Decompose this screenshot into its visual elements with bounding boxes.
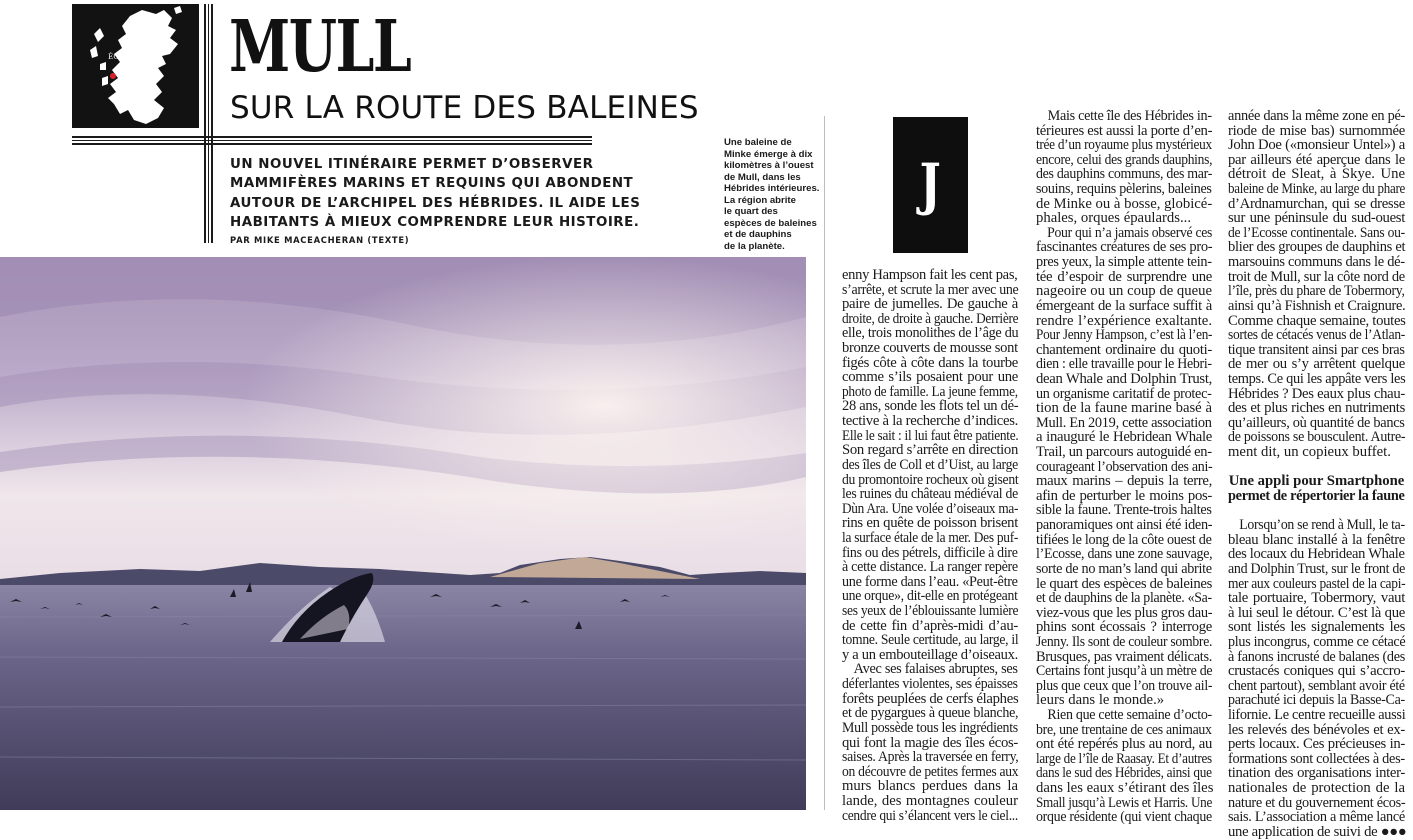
caption-line: La région abrite (724, 194, 796, 206)
text-line: Dùn Ara. Une volée d’oiseaux ma- (842, 500, 1019, 517)
text-line: bre, une trentaine de ces animaux (1036, 721, 1212, 738)
text-line: sortes de cétacés venus de l’Atlan- (1228, 327, 1406, 344)
text-line: le quart des espèces de baleines (1036, 575, 1212, 592)
text-line: Avec ses falaises abruptes, ses (853, 661, 1018, 678)
text-line: photo de famille. La jeune femme, (842, 383, 1018, 400)
text-line: sible la faune. Trente-trois haltes (1036, 502, 1212, 519)
text-line: y a un embouteillage d’oiseaux. (842, 646, 1018, 663)
text-line: fins ou des pétrels, difficile à dire (842, 544, 1018, 561)
text-line: courageant l’observation des ani- (1036, 458, 1213, 475)
text-line: sais. L’association a même lancé (1228, 809, 1405, 826)
subheading-line: permet de répertorier la faune (1228, 487, 1405, 504)
text-line: ainsi qu’à Fishnish et Craignure. (1228, 297, 1406, 314)
text-line: déferlantes violentes, ses épaisses (842, 676, 1018, 693)
text-line: de mer ou s’y arrêtent quelque (1228, 356, 1405, 373)
text-line: des et plus riches en nutriments (1228, 400, 1405, 417)
text-line: phins sont écossais ? interroge (1036, 619, 1212, 636)
text-line: Pour Jenny Hampson, c’est là l’en- (1036, 327, 1213, 344)
text-line: dean Whale and Dolphin Trust, (1036, 370, 1212, 387)
text-line: sont listés les signalements les (1228, 619, 1405, 636)
text-line: qu’ailleurs, où quantité de bancs (1228, 414, 1405, 431)
text-line: à cette distance. La ranger repère (842, 559, 1018, 576)
caption-line: espèces de baleines (724, 217, 817, 229)
horizontal-rule (72, 143, 592, 145)
text-line: de cette fin d’après-midi d’au- (842, 617, 1018, 634)
caption-line: de la planète. (724, 240, 785, 252)
text-line: sur une péninsule du sud-ouest (1228, 210, 1405, 227)
vertical-rule (211, 4, 213, 243)
text-line: enny Hampson fait les cent pas, (842, 267, 1018, 283)
text-line: nature et du gouvernement écos- (1228, 794, 1406, 811)
text-line: un organisme caritatif de protec- (1036, 385, 1212, 402)
lead-line: UN NOUVEL ITINÉRAIRE PERMET D’OBSERVER (230, 157, 594, 172)
text-line: à lui seul le détour. C’est là que (1228, 604, 1405, 621)
text-line: formations sont collectées à des- (1228, 750, 1405, 767)
text-line: et de dauphins de la planète. «Sa- (1036, 590, 1212, 607)
text-line: tomne. Seule certitude, au large, il (842, 632, 1019, 649)
text-line: et de pygargues à queue blanche, (842, 705, 1019, 722)
text-line: pres yeux, la simple attente tein- (1036, 254, 1212, 271)
text-line: ses yeux de l’éblouissante lumière (842, 603, 1019, 620)
text-line: une orque», dit-elle en protégeant (842, 588, 1018, 605)
text-line (1228, 460, 1405, 475)
text-line: perts locaux. Ces précieuses in- (1228, 736, 1405, 753)
text-line: maux marins – depuis la terre, (1036, 473, 1212, 490)
text-line: rendre l’expérience exaltante. (1036, 312, 1212, 329)
text-line: Elle le sait : il lui faut être patiente. (842, 427, 1019, 444)
article-lead (230, 155, 641, 233)
map-label: ÉCOSSE (108, 53, 141, 61)
text-line: large de l’île de Raasay. Et d’autres (1036, 750, 1212, 767)
text-line: plus que ceux que l’on trouve ail- (1036, 677, 1213, 694)
text-line: dans les eaux s’étirant des îles (1036, 780, 1214, 797)
lead-line: AUTOUR DE L’ARCHIPEL DES HÉBRIDES. IL AIDE LES (230, 195, 641, 211)
text-line: des dauphins communs, des mar- (1036, 166, 1213, 183)
text-line: nageoire ou un coup de queue (1036, 283, 1212, 300)
text-line: lifornie. Le centre recueille aussi (1228, 706, 1406, 723)
text-line: bronze couverts de mousse sont (842, 340, 1018, 357)
column-rule (824, 116, 825, 810)
text-line: fascinantes créatures de ses pro- (1036, 239, 1213, 256)
text-line: on découvre de petites fermes aux (842, 763, 1019, 780)
text-line: tale portuaire, Tobermory, vaut (1228, 590, 1405, 607)
lead-line: HABITANTS À MIEUX COMPRENDRE LEUR HISTOIRE. (230, 215, 640, 231)
horizontal-rule (72, 136, 592, 138)
text-line: parachuté ici depuis la Basse-Ca- (1228, 692, 1405, 709)
text-line: des locaux du Hebridean Whale (1228, 546, 1405, 563)
text-line: nationales de protection de la (1228, 780, 1405, 797)
text-line: de poissons se bousculent. Autre- (1228, 429, 1406, 446)
text-line: tifiées le long de la côte ouest de (1036, 531, 1212, 548)
page-title: MULL (229, 4, 411, 88)
caption-line: Une baleine de (724, 137, 792, 148)
text-line: afin de perturber le moins pos- (1036, 487, 1212, 504)
text-line: paire de jumelles. De gauche à (842, 296, 1018, 313)
text-line: a inauguré le Hebridean Whale (1036, 429, 1212, 446)
text-line (1228, 503, 1405, 518)
text-line: ont été repérés plus au nord, au (1036, 736, 1212, 753)
text-line: l’Ecosse, dans une zone sauvage, (1036, 546, 1213, 563)
text-line: phales, orques épaulards... (1036, 210, 1191, 227)
text-column-2 (1036, 109, 1212, 825)
caption-line: de Mull, dans les (724, 171, 801, 183)
text-line: Brusques, pas vraiment délicats. (1036, 648, 1213, 665)
text-line: de Minke ou à bosse, globicé- (1036, 195, 1213, 212)
text-line: térieures est aussi la porte d’en- (1036, 122, 1213, 139)
text-line: une application de suivi de ●●● (1228, 823, 1407, 840)
caption-line: kilomètres à l’ouest (724, 160, 814, 171)
vertical-rule (204, 4, 206, 243)
text-line: la surface étale de la mer. Des puf- (842, 529, 1019, 546)
text-line: tée d’espoir de surprendre une (1036, 268, 1212, 285)
text-line: des îles de Coll et d’Uist, au large (842, 456, 1018, 473)
text-line: une forme dans l’eau. «Peut-être (842, 573, 1018, 590)
text-line: temps. Ce qui les appâte vers les (1228, 370, 1406, 387)
text-line: cendre qui s’élancent vers le ciel... (842, 807, 1018, 824)
text-line: Small jusqu’à Lewis et Harris. Une (1036, 794, 1213, 811)
scotland-map (72, 4, 199, 128)
text-line: émergeant de la surface suffit à (1036, 297, 1212, 314)
text-line: encore, celui des grands dauphins, (1036, 151, 1213, 168)
text-line: lande, des montagnes couleur (842, 792, 1018, 809)
scotland-map-icon (72, 4, 199, 128)
text-line: souins, requins pèlerins, baleines (1036, 181, 1212, 198)
text-line: Son regard s’arrête en direction (842, 442, 1018, 459)
caption-line: et de dauphins (724, 229, 792, 240)
text-column-3 (1228, 109, 1405, 839)
text-line: d’Ardnamurchan, qui se dresse (1228, 195, 1405, 212)
text-line: elle, trois monolithes de l’âge du (842, 325, 1019, 342)
subheading-line: Une appli pour Smartphone (1228, 473, 1405, 490)
text-line: tination des organisations inter- (1228, 765, 1405, 782)
byline: PAR MIKE MACEACHERAN (TEXTE) (230, 235, 410, 245)
text-line: viez-vous que les plus gros dau- (1036, 604, 1213, 621)
text-line: Jenny. Ils sont de couleur sombre. (1036, 633, 1213, 650)
caption-line: Hébrides intérieures. (724, 183, 820, 194)
text-line: murs blancs perdues dans la (842, 778, 1018, 795)
text-line: dien : elle travaille pour le Hebri- (1036, 356, 1212, 373)
text-line: plus incongrus, comme ce cétacé (1228, 633, 1406, 650)
text-line: les relevés des bénévoles et ex- (1228, 721, 1405, 738)
mull-location-marker (110, 73, 116, 79)
text-line: droite, de droite à gauche. Derrière (842, 310, 1019, 327)
text-line: chantement ordinaire du quoti- (1036, 341, 1212, 358)
drop-cap: J (893, 117, 968, 253)
text-line: Hébrides ? Des eaux plus chau- (1228, 385, 1405, 402)
lead-line: MAMMIFÈRES MARINS ET REQUINS QUI ABONDENT (230, 176, 634, 192)
text-line: mer aux couleurs pastel de la capi- (1228, 575, 1406, 592)
photo-caption (724, 137, 824, 252)
page-subtitle: SUR LA ROUTE DES BALEINES (230, 90, 699, 126)
vertical-rule (208, 4, 209, 243)
text-line: l’île, près du phare de Tobermory, (1228, 283, 1405, 300)
text-line: Trail, un parcours autoguidé en- (1036, 444, 1212, 461)
text-line: Comme chaque semaine, toutes (1228, 312, 1406, 329)
text-line: panoramiques ont ainsi été iden- (1036, 517, 1213, 534)
text-line: leurs dans le monde.» (1036, 692, 1165, 709)
caption-line: le quart des (724, 206, 778, 217)
horizontal-rule (72, 140, 592, 141)
text-line: Mull possède tous les ingrédients (842, 719, 1018, 736)
text-line: dans le sud des Hébrides, ainsi que (1036, 765, 1212, 782)
text-line: rins en quête de poisson brisent (842, 515, 1018, 532)
text-line: comme s’ils posaient pour une (842, 369, 1018, 386)
text-line: les ruines du château médiéval de (842, 486, 1018, 503)
text-line: tion de la faune marine basé à (1036, 400, 1212, 417)
text-line: Rien que cette semaine d’octo- (1047, 706, 1212, 723)
text-line: Mais cette île des Hébrides in- (1047, 108, 1212, 124)
text-line: tique transitent ainsi par ces bras (1228, 341, 1405, 358)
text-line: Certains font jusqu’à un mètre de (1036, 663, 1213, 680)
text-line: forêts peuplées de cerfs élaphes (842, 690, 1019, 707)
text-line: 28 ans, sonde les flots tel un dé- (842, 398, 1019, 415)
text-line: John Doe («monsieur Untel») a (1228, 137, 1405, 154)
text-line: sorte de no man’s land qui abrite (1036, 560, 1212, 577)
text-line: trée d’un royaume plus mystérieux (1036, 137, 1212, 154)
text-line: blier des groupes de dauphins et (1228, 239, 1406, 256)
text-line: figés côte à côte dans la tourbe (842, 354, 1018, 371)
text-line: qui font la magie des îles écos- (842, 734, 1018, 751)
text-line: chent partout), semblant avoir été (1228, 677, 1405, 694)
text-line: s’arrête, et scrute la mer avec une (842, 281, 1019, 298)
caption-line: Minke émerge à dix (724, 148, 813, 160)
text-line: Pour qui n’a jamais observé ces (1047, 224, 1213, 241)
text-line: ment dit, un copieux buffet. (1228, 444, 1391, 461)
text-column-1 (842, 268, 1018, 823)
text-line: tective à la recherche d’indices. (842, 413, 1018, 430)
text-line: détroit de Sleat, à Skye. Une (1228, 166, 1405, 183)
text-line: crustacés coniques qui s’accro- (1228, 663, 1405, 680)
text-line: de l’Ecosse continentale. Sans ou- (1228, 224, 1405, 241)
text-line: Lorsqu’on se rend à Mull, le ta- (1239, 517, 1405, 534)
text-line: and Dolphin Trust, sur le front de (1228, 560, 1406, 577)
text-line: bleau blanc installé à la fenêtre (1228, 531, 1405, 548)
text-line: à fanons incrusté de balanes (des (1228, 648, 1406, 665)
text-line: saises. Après la traversée en ferry, (842, 749, 1019, 766)
whale-photo (0, 257, 806, 810)
text-line: année dans la même zone en pé- (1228, 108, 1406, 124)
text-line: baleine de Minke, au large du phare (1228, 181, 1406, 198)
text-line: Mull. En 2019, cette association (1036, 414, 1212, 431)
text-line: troit de Mull, sur la côte nord de (1228, 268, 1405, 285)
text-line: marsouins communs dans le dé- (1228, 254, 1405, 271)
text-line: du promontoire rocheux où gisent (842, 471, 1019, 488)
text-line: orque résidente (qui vient chaque (1036, 809, 1212, 826)
text-line: par ailleurs été aperçue dans le (1228, 151, 1405, 168)
text-line: riode de mise bas) surnommée (1228, 122, 1405, 139)
